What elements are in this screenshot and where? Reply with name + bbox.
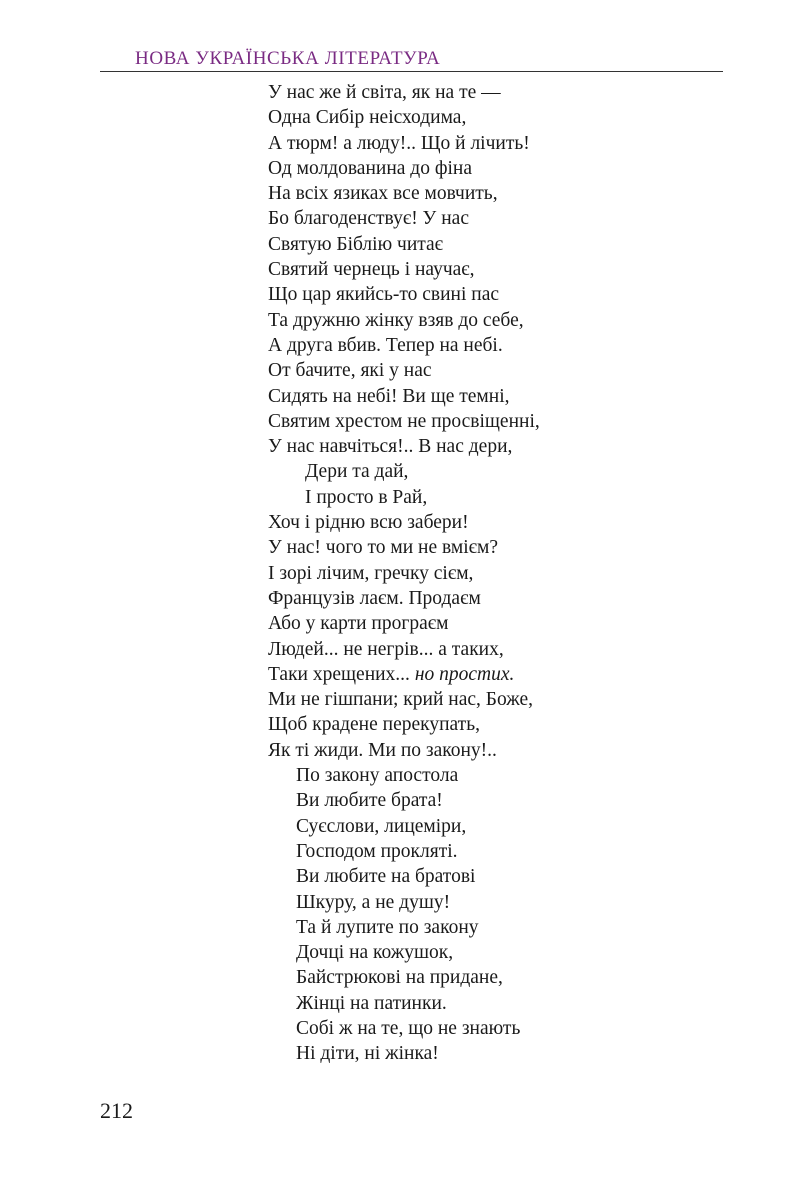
poem-line-indented: Та й лупите по закону — [296, 916, 479, 938]
poem-line-indented: Ні діти, ні жінка! — [296, 1043, 439, 1065]
poem-line: Святим хрестом не просвіщенні, — [268, 410, 540, 432]
poem-line: Святий чернець і научає, — [268, 259, 475, 281]
poem-line-indented: По закону апостола — [296, 765, 459, 787]
poem-line: А друга вбив. Тепер на небі. — [268, 334, 503, 356]
poem-line-italic: но простих. — [414, 663, 515, 685]
poem-line: Хоч і рідню всю забери! — [268, 512, 469, 534]
poem-line: І зорі лічим, гречку сієм, — [268, 562, 474, 584]
poem-line: Що цар якийсь-то свині пас — [268, 284, 500, 306]
poem-line: Святую Біблію читає — [268, 233, 444, 255]
poem-line-indented: Байстрюкові на придане, — [296, 967, 503, 989]
poem-text — [268, 80, 540, 1067]
poem-line — [268, 662, 540, 687]
poem-line-text: Таки хрещених... — [268, 663, 410, 685]
poem-line: Французів лаєм. Продаєм — [268, 587, 481, 609]
poem-line: У нас же й світа, як на те — — [268, 82, 501, 103]
poem-line: От бачите, які у нас — [268, 360, 432, 382]
poem-line: Та дружню жінку взяв до себе, — [268, 309, 524, 331]
poem-line-indented: Суєслови, лицеміри, — [296, 815, 467, 837]
poem-line: Ми не гішпани; крий нас, Боже, — [268, 689, 533, 711]
poem-line-indented: Ви любите на братові — [296, 866, 476, 888]
page-number: 212 — [100, 1098, 133, 1123]
poem-line-indented: Дери та дай, — [305, 461, 409, 483]
poem-line-indented: Господом прокляті. — [296, 840, 458, 862]
poem-line-indented: Ви любите брата! — [296, 790, 443, 812]
poem-line: Щоб крадене перекупать, — [268, 714, 480, 736]
poem-line-indented: І просто в Рай, — [305, 486, 428, 508]
poem-line: У нас! чого то ми не вмієм? — [268, 537, 498, 559]
poem-line-indented: Собі ж на те, що не знають — [296, 1017, 521, 1039]
poem-line: Одна Сибір неісходима, — [268, 107, 467, 129]
header-rule — [100, 71, 723, 72]
poem-line-indented: Дочці на кожушок, — [296, 942, 454, 964]
poem-line: На всіх язиках все мовчить, — [268, 183, 498, 205]
running-header: НОВА УКРАЇНСЬКА ЛІТЕРАТУРА — [135, 48, 441, 69]
poem-line: У нас навчіться!.. В нас дери, — [268, 436, 513, 458]
poem-line: А тюрм! а люду!.. Що й лічить! — [268, 132, 530, 154]
poem-line: Або у карти програєм — [268, 613, 449, 635]
poem-line: Бо благоденствує! У нас — [268, 208, 469, 230]
poem-line: Людей... не негрів... а таких, — [268, 638, 504, 660]
poem-line: Од молдованина до фіна — [268, 157, 472, 179]
poem-line-indented: Шкуру, а не душу! — [296, 891, 451, 913]
poem-line-indented: Жінці на патинки. — [296, 992, 447, 1014]
poem-line: Сидять на небі! Ви ще темні, — [268, 385, 510, 407]
poem-line: Як ті жиди. Ми по закону!.. — [268, 739, 497, 761]
